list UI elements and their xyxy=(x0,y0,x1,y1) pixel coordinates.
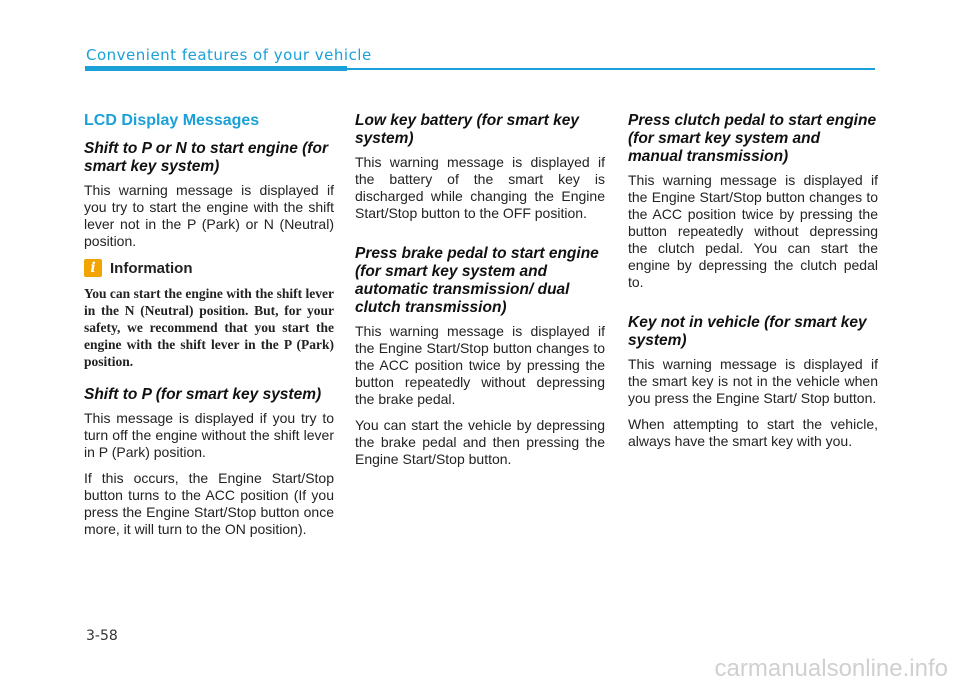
heading-low-key-battery: Low key battery (for smart key system) xyxy=(355,112,579,147)
heading-shift-p-or-n: Shift to P or N to start engine (for smart key system) xyxy=(84,140,328,175)
paragraph-shift-p-or-n: This warning message is displayed if you try to start the engine with the shift lever not in the P (Park) or N (Neutral) position. xyxy=(84,182,334,249)
heading-key-not-in-vehicle: Key not in vehicle (for smart key system) xyxy=(628,314,867,349)
column-2 xyxy=(355,112,605,477)
watermark: carmanualsonline.info xyxy=(714,655,948,682)
header-rule-thick xyxy=(85,66,347,71)
information-label: Information xyxy=(110,259,193,277)
paragraph-press-brake-pedal-2: You can start the vehicle by depressing the brake pedal and then pressing the Engine Start/Stop button. xyxy=(355,417,605,467)
paragraph-low-key-battery: This warning message is displayed if the battery of the smart key is discharged while changing the Engine Start/Stop button to the OFF position. xyxy=(355,154,605,221)
paragraph-press-brake-pedal-1: This warning message is displayed if the Engine Start/Stop button changes to the ACC position twice by pressing the button repeatedly without depressing the brake pedal. xyxy=(355,323,605,407)
paragraph-shift-to-p-1: This message is displayed if you try to turn off the engine without the shift lever in P (Park) position. xyxy=(84,410,334,460)
column-3 xyxy=(628,112,878,459)
heading-press-brake-pedal: Press brake pedal to start engine (for smart key system and automatic transmission/ dual clutch transmission) xyxy=(355,245,599,316)
paragraph-key-not-in-vehicle-2: When attempting to start the vehicle, always have the smart key with you. xyxy=(628,416,878,449)
page-number: 3-58 xyxy=(86,628,118,644)
section-title: LCD Display Messages xyxy=(84,112,260,129)
paragraph-shift-to-p-2: If this occurs, the Engine Start/Stop button turns to the ACC position (If you press the Engine Start/Stop button once more, it will turn to the ON position). xyxy=(84,470,334,537)
info-icon: i xyxy=(84,259,102,277)
header-rule-thin xyxy=(347,68,875,70)
column-1 xyxy=(84,112,334,547)
paragraph-press-clutch-pedal: This warning message is displayed if the Engine Start/Stop button changes to the ACC position twice by pressing the button repeatedly without depressing the clutch pedal. You can start the engine by depressing the clutch pedal to. xyxy=(628,172,878,290)
heading-shift-to-p: Shift to P (for smart key system) xyxy=(84,386,322,403)
paragraph-key-not-in-vehicle-1: This warning message is displayed if the smart key is not in the vehicle when you press the Engine Start/ Stop button. xyxy=(628,356,878,406)
heading-press-clutch-pedal: Press clutch pedal to start engine (for smart key system and manual transmission) xyxy=(628,112,877,165)
section-header-title: Convenient features of your vehicle xyxy=(86,46,372,64)
information-box-header xyxy=(84,259,334,277)
information-text: You can start the engine with the shift lever in the N (Neutral) position. But, for your safety, we recommend that you start the engine with the shift lever in the P (Park) position. xyxy=(84,286,334,369)
